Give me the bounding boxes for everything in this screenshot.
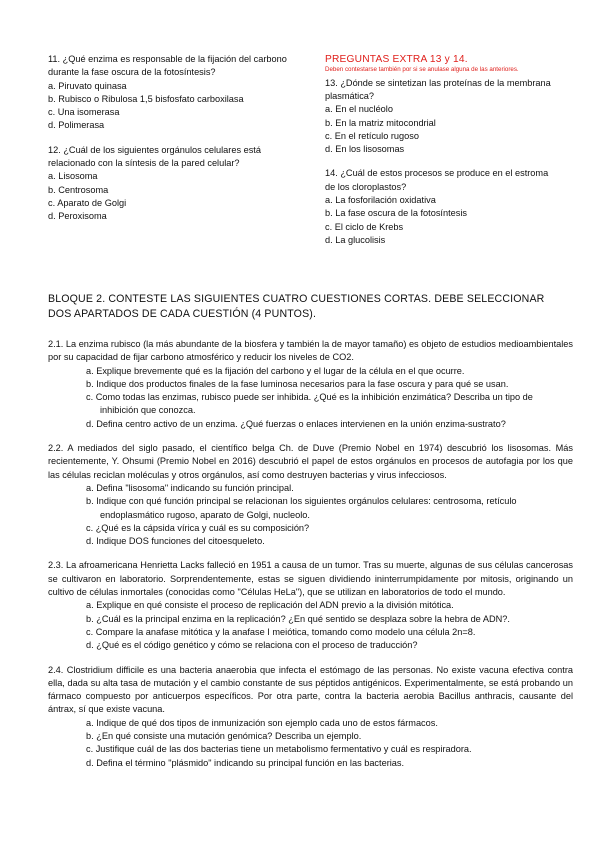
section-item-d: d. Defina el término "plásmido" indicando su principal función en las bacterias. <box>86 757 405 768</box>
option-a: a. Piruvato quinasa <box>48 80 127 91</box>
extra-questions-header <box>325 53 560 74</box>
section-item-a: a. Explique en qué consiste el proceso de replicación del ADN previo a la división mitótica. <box>86 600 454 611</box>
question-11 <box>48 53 310 133</box>
option-b: b. La fase oscura de la fotosíntesis <box>325 208 467 219</box>
block-2-heading: BLOQUE 2. CONTESTE LAS SIGUIENTES CUATRO CUESTIONES CORTAS. DEBE SELECCIONAR DOS APARTADOS DE CADA CUESTIÓN (4 PUNTOS). <box>48 293 545 320</box>
option-b: b. En la matriz mitocondrial <box>325 117 436 128</box>
section-item-c: c. Como todas las enzimas, rubisco puede ser inhibida. ¿Qué es la inhibición enzimática? Describa un tipo de inhibición que conozca. <box>86 392 533 416</box>
question-prompt: 12. ¿Cuál de los siguientes orgánulos celulares está relacionado con la síntesis de la pared celular? <box>48 144 261 169</box>
extra-questions-title: PREGUNTAS EXTRA 13 y 14. <box>325 54 468 65</box>
section-2-3 <box>48 559 573 652</box>
section-item-d: d. Defina centro activo de un enzima. ¿Qué fuerzas o enlaces intervienen en la unión enzima-sustrato? <box>86 418 506 429</box>
section-item-a: a. Indique de qué dos tipos de inmunización son ejemplo cada uno de estos fármacos. <box>86 717 438 728</box>
left-question-column <box>48 53 310 235</box>
section-item-c: c. ¿Qué es la cápsida vírica y cuál es su composición? <box>86 522 310 533</box>
option-c: c. Aparato de Golgi <box>48 197 127 208</box>
extra-questions-note: Deben contestarse también por si se anulase alguna de las anteriores. <box>325 66 519 74</box>
section-intro: 2.1. La enzima rubisco (la más abundante de la biosfera y también la de mayor tamaño) es objeto de estudios medioambientales por su capacidad de fijar carbono atmosférico y reducir los niveles de CO2. <box>48 339 573 363</box>
right-question-column <box>325 53 560 258</box>
option-d: d. Polimerasa <box>48 120 105 131</box>
option-d: d. En los lisosomas <box>325 144 405 155</box>
section-intro: 2.2. A mediados del siglo pasado, el científico belga Ch. de Duve (Premio Nobel en 1974) descubrió los lisosomas. Más recientemente, Y. Ohsumi (Premio Nobel en 2016) descubrió el papel de estos orgánulos en procesos de autofagia por los que las células reciclan moléculas y otros orgánulos, así como destruyen bacterias y virus infecciosos. <box>48 443 573 480</box>
question-prompt: 11. ¿Qué enzima es responsable de la fijación del carbono durante la fase oscura de la fotosíntesis? <box>48 54 287 78</box>
section-intro: 2.3. La afroamericana Henrietta Lacks falleció en 1951 a causa de un tumor. Tras su muerte, algunas de sus células cancerosas se cultivaron en laboratorio. Sorprendentemente, estas se siguen dividiendo ininterrumpidamente por mitosis, originando un cultivo de células inmortales (conocidas como "Células HeLa"), que se utilizan en laboratorios de todo el mundo. <box>48 560 573 598</box>
option-d: d. La glucolisis <box>325 234 386 245</box>
option-b: b. Rubisco o Ribulosa 1,5 bisfosfato carboxilasa <box>48 93 244 104</box>
option-c: c. El ciclo de Krebs <box>325 221 404 232</box>
question-prompt: 14. ¿Cuál de estos procesos se produce en el estroma de los cloroplastos? <box>325 168 549 192</box>
option-a: a. En el nucléolo <box>325 104 393 115</box>
question-12 <box>48 144 310 224</box>
section-2-2 <box>48 442 573 548</box>
option-a: a. Lisosoma <box>48 171 98 182</box>
section-intro: 2.4. Clostridium difficile es una bacteria anaerobia que infecta el estómago de las personas. No existe vacuna efectiva contra ella, dada su alta tasa de mutación y el cambio constante de sus péptidos antigénicos. Experimentalmente, se está probando un fármaco compuesto por anticuerpos específicos. Por otra parte, contra la bacteria aerobia Bacillus anthracis, causante del ántrax, sí que existe vacuna. <box>48 664 573 715</box>
section-item-d: d. Indique DOS funciones del citoesqueleto. <box>86 536 265 547</box>
section-item-b: b. ¿En qué consiste una mutación genómica? Describa un ejemplo. <box>86 731 362 742</box>
section-item-a: a. Defina "lisosoma" indicando su función principal. <box>86 482 294 493</box>
question-prompt: 13. ¿Dónde se sintetizan las proteínas de la membrana plasmática? <box>325 77 551 101</box>
section-item-b: b. Indique con qué función principal se relacionan los siguientes orgánulos celulares: centrosoma, retículo endoplasmático rugoso, aparato de Golgi, nucleolo. <box>86 496 517 520</box>
option-b: b. Centrosoma <box>48 184 109 195</box>
section-item-d: d. ¿Qué es el código genético y cómo se relaciona con el proceso de traducción? <box>86 640 418 651</box>
section-item-b: b. Indique dos productos finales de la fase luminosa necesarios para la fase oscura y para qué se usan. <box>86 378 509 389</box>
section-item-b: b. ¿Cuál es la principal enzima en la replicación? ¿En qué sentido se desplaza sobre la hebra de ADN?. <box>86 613 510 624</box>
section-item-c: c. Compare la anafase mitótica y la anafase I meiótica, tomando como modelo una célula 2n=8. <box>86 626 476 637</box>
section-item-c: c. Justifique cuál de las dos bacterias tiene un metabolismo fermentativo y cuál es respiradora. <box>86 744 472 755</box>
option-d: d. Peroxisoma <box>48 211 107 222</box>
option-c: c. En el retículo rugoso <box>325 130 419 141</box>
section-2-4 <box>48 664 573 770</box>
section-item-a: a. Explique brevemente qué es la fijación del carbono y el lugar de la célula en el que ocurre. <box>86 365 465 376</box>
question-13 <box>325 77 560 157</box>
section-2-1 <box>48 338 573 431</box>
option-a: a. La fosforilación oxidativa <box>325 195 436 206</box>
question-14 <box>325 167 560 247</box>
block-2-sections <box>48 338 573 781</box>
option-c: c. Una isomerasa <box>48 107 120 118</box>
